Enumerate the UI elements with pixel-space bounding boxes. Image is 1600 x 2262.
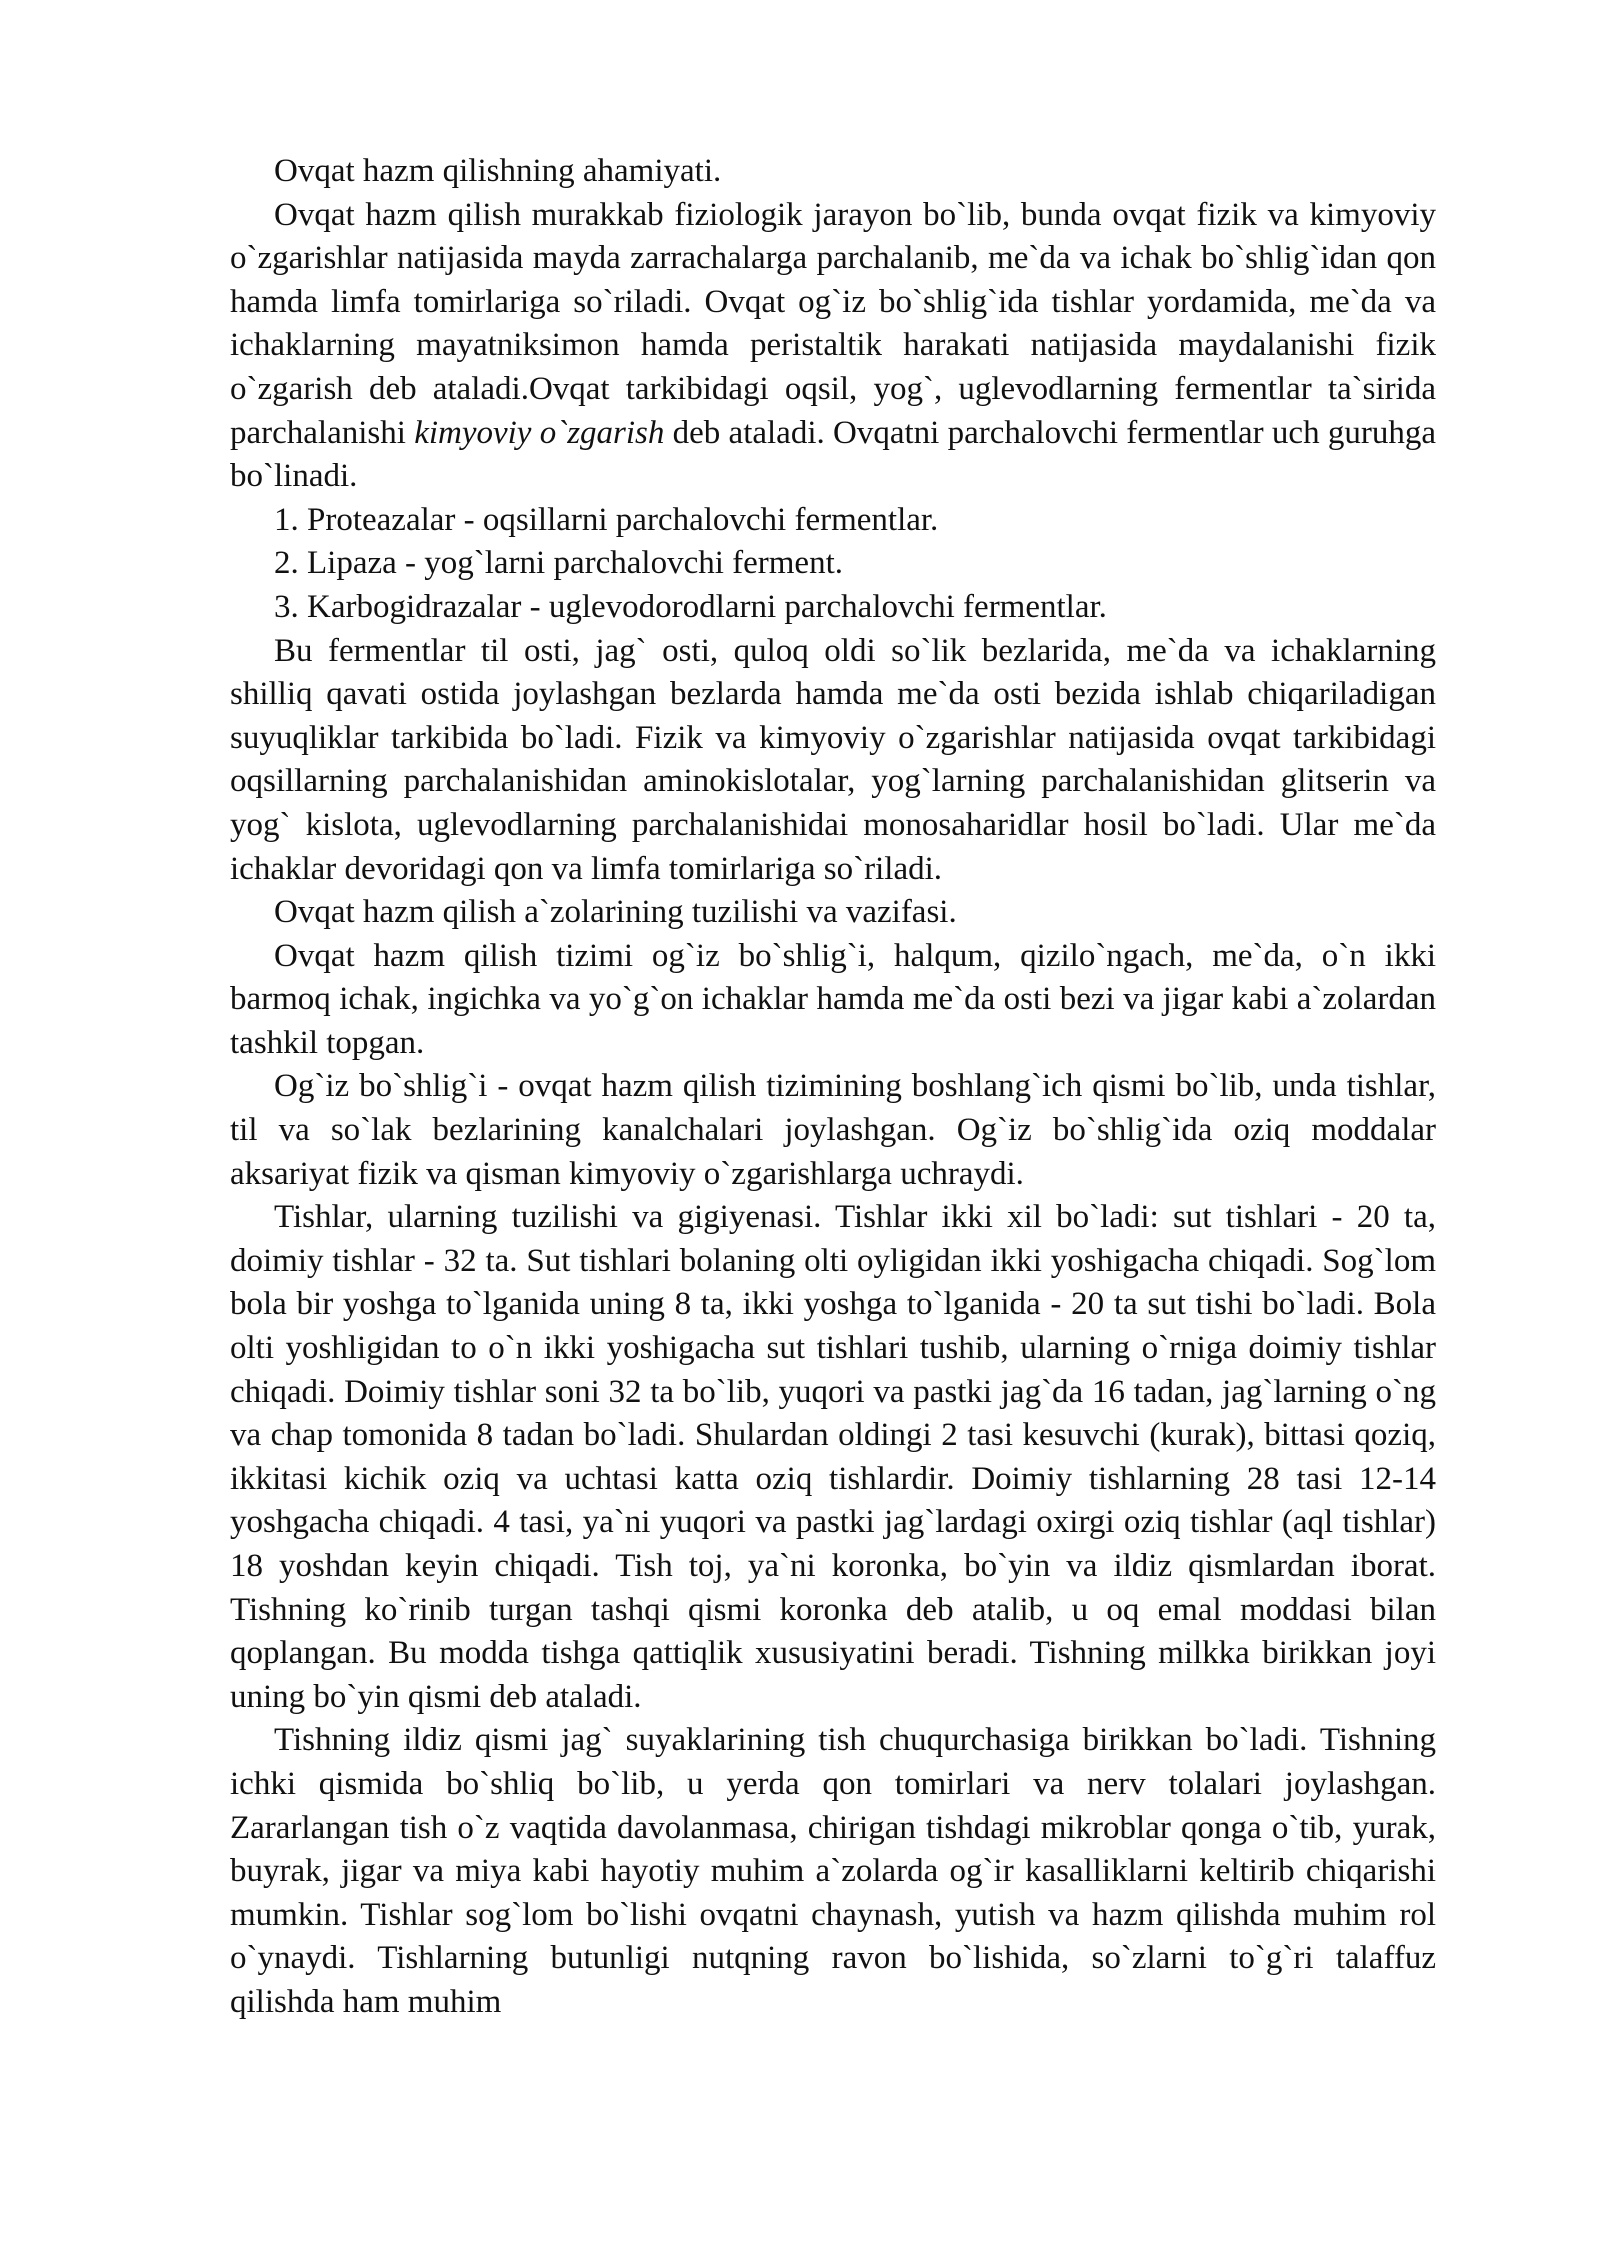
- paragraph-oral-cavity: Og`iz bo`shlig`i - ovqat hazm qilish tizimining boshlang`ich qismi bo`lib, unda tishlar, til va so`lak bezlarining kanalchalari joylashgan. Og`iz bo`shlig`ida oziq moddalar aksariyat fizik va qisman kimyoviy o`zgarishlarga uchraydi.: [230, 1068, 1436, 1192]
- list-item-proteases: 1. Proteazalar - oqsillarni parchalovchi fermentlar.: [274, 501, 939, 538]
- list-item-lipase: 2. Lipaza - yog`larni parchalovchi ferment.: [274, 545, 843, 582]
- paragraph-digestion-overview: [230, 194, 1436, 499]
- document-page: [230, 150, 1436, 2025]
- italic-term: kimyoviy o`zgarish: [414, 414, 665, 451]
- paragraph-text: Ovqat hazm qilish murakkab fiziologik jarayon bo`lib, bunda ovqat fizik va kimyoviy o`zgarishlar natijasida mayda zarrachalarga parchalanib, me`da va ichak bo`shlig`idan qon hamda limfa tomirlariga so`riladi. Ovqat og`iz bo`shlig`ida tishlar yordamida, me`da va ichaklarning mayatniksimon hamda peristaltik harakati natijasida maydalanishi fizik o`zgarish deb ataladi.Ovqat tarkibidagi oqsil, yog`, uglevodlarning fermentlar ta`sirida parchalanishi: [230, 196, 1436, 451]
- list-item-carbohydrases: 3. Karbogidrazalar - uglevodorodlarni parchalovchi fermentlar.: [274, 588, 1107, 625]
- paragraph-teeth: Tishlar, ularning tuzilishi va gigiyenasi. Tishlar ikki xil bo`ladi: sut tishlari - 20 ta, doimiy tishlar - 32 ta. Sut tishlari bolaning olti oyligidan ikki yoshigacha chiqadi. Sog`lom bola bir yoshga to`lganida uning 8 ta, ikki yoshga to`lganida - 20 ta sut tishi bo`ladi. Bola olti yoshligidan to o`n ikki yoshigacha sut tishlari tushib, ularning o`rniga doimiy tishlar chiqadi. Doimiy tishlar soni 32 ta bo`lib, yuqori va pastki jag`da 16 tadan, jag`larning o`ng va chap tomonida 8 tadan bo`ladi. Shulardan oldingi 2 tasi kesuvchi (kurak), bittasi qoziq, ikkitasi kichik oziq va uchtasi katta oziq tishlardir. Doimiy tishlarning 28 tasi 12-14 yoshgacha chiqadi. 4 tasi, ya`ni yuqori va pastki jag`lardagi oxirgi oziq tishlar (aql tishlar) 18 yoshdan keyin chiqadi. Tish toj, ya`ni koronka, bo`yin va ildiz qismlardan iborat. Tishning ko`rinib turgan tashqi qismi koronka deb atalib, u oq emal moddasi bilan qoplangan. Bu modda tishga qattiqlik xususiyatini beradi. Tishning milkka birikkan joyi uning bo`yin qismi deb ataladi.: [230, 1199, 1436, 1715]
- paragraph-tooth-root: Tishning ildiz qismi jag` suyaklarining tish chuqurchasiga birikkan bo`ladi. Tishning ichki qismida bo`shliq bo`lib, u yerda qon tomirlari va nerv tolalari joylashgan. Zararlangan tish o`z vaqtida davolanmasa, chirigan tishdagi mikroblar qonga o`tib, yurak, buyrak, jigar va miya kabi hayotiy muhim a`zolarda og`ir kasalliklarni keltirib chiqarishi mumkin. Tishlar sog`lom bo`lishi ovqatni chaynash, yutish va hazm qilishda muhim rol o`ynaydi. Tishlarning butunligi nutqning ravon bo`lishida, so`zlarni to`g`ri talaffuz qilishda ham muhim: [230, 1722, 1436, 2020]
- paragraph-text: deb ataladi. Ovqatni parchalovchi fermentlar uch guruhga bo`linadi.: [230, 414, 1436, 495]
- paragraph-enzymes: Bu fermentlar til osti, jag` osti, quloq oldi so`lik bezlarida, me`da va ichaklarning shilliq qavati ostida joylashgan bezlarda hamda me`da osti bezida ishlab chiqariladigan suyuqliklar tarkibida bo`ladi. Fizik va kimyoviy o`zgarishlar natijasida ovqat tarkibidagi oqsillarning parchalanishidan aminokislotalar, yog`larning parchalanishidan glitserin va yog` kislota, uglevodlarning parchalanishidai monosaharidlar hosil bo`ladi. Ular me`da ichaklar devoridagi qon va limfa tomirlariga so`riladi.: [230, 632, 1436, 887]
- paragraph-digestive-system: Ovqat hazm qilish tizimi og`iz bo`shlig`i, halqum, qizilo`ngach, me`da, o`n ikki barmoq ichak, ingichka va yo`g`on ichaklar hamda me`da osti bezi va jigar kabi a`zolardan tashkil topgan.: [230, 937, 1436, 1061]
- section-heading-digestion-importance: Ovqat hazm qilishning ahamiyati.: [274, 153, 722, 189]
- section-heading-digestive-organs: Ovqat hazm qilish a`zolarining tuzilishi va vazifasi.: [274, 894, 957, 931]
